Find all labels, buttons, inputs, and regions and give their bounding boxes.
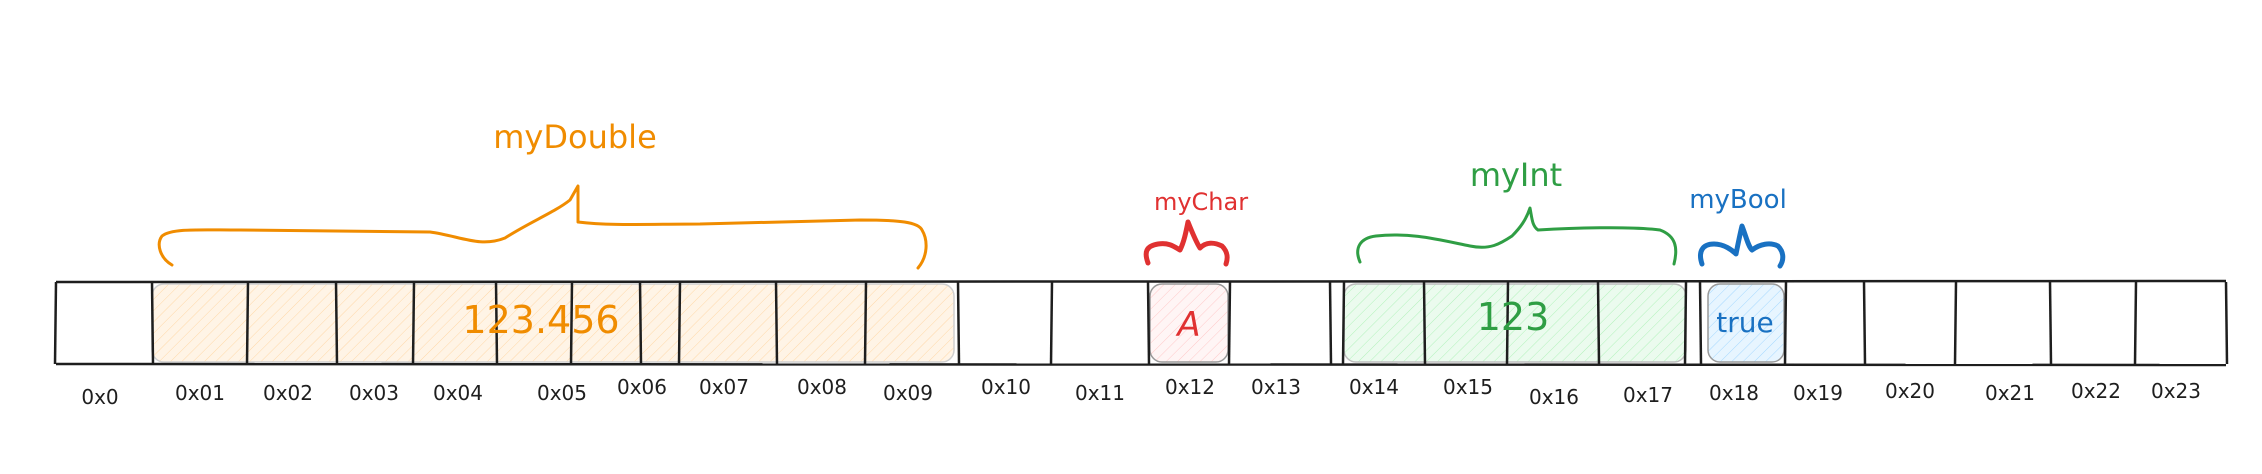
address-label-15: 0x15	[1442, 375, 1494, 399]
myint-name: myInt	[1469, 156, 1563, 194]
address-label-16: 0x16	[1528, 385, 1580, 409]
mybool-brace	[1701, 226, 1783, 266]
address-label-23: 0x23	[2150, 379, 2202, 403]
cell-divider	[776, 282, 777, 364]
address-label-1: 0x01	[174, 381, 226, 405]
address-label-22: 0x22	[2070, 379, 2122, 403]
myint-value: 123	[1476, 295, 1550, 339]
address-label-19: 0x19	[1792, 381, 1844, 405]
address-label-5: 0x05	[536, 381, 588, 405]
mydouble-value: 123.456	[462, 298, 620, 342]
mychar-name: myChar	[1153, 188, 1249, 216]
address-label-3: 0x03	[348, 381, 400, 405]
address-label-8: 0x08	[796, 375, 848, 399]
mydouble-brace	[159, 186, 926, 268]
mychar-brace	[1146, 222, 1227, 264]
cell-divider	[247, 282, 248, 364]
cell-divider	[2050, 282, 2051, 364]
address-label-20: 0x20	[1884, 379, 1936, 403]
cell-divider	[1955, 282, 1956, 364]
myint-brace	[1358, 208, 1676, 264]
cell-divider	[152, 282, 153, 364]
cell-divider	[1700, 282, 1701, 364]
address-label-12: 0x12	[1164, 375, 1216, 399]
mychar-value: A	[1177, 305, 1201, 345]
address-label-6: 0x06	[616, 375, 668, 399]
cell-divider	[1424, 282, 1425, 364]
cell-divider	[2226, 282, 2227, 364]
address-label-7: 0x07	[698, 375, 750, 399]
address-label-21: 0x21	[1984, 381, 2036, 405]
address-label-17: 0x17	[1622, 383, 1674, 407]
cell-divider	[958, 282, 959, 364]
cell-divider	[865, 282, 866, 364]
mybool-name: myBool	[1689, 185, 1787, 215]
cell-divider	[1148, 282, 1149, 364]
mybool-value: true	[1716, 306, 1774, 339]
cell-divider	[55, 282, 56, 364]
mydouble-name: myDouble	[493, 118, 657, 156]
cell-divider	[1598, 282, 1599, 364]
address-label-14: 0x14	[1348, 375, 1400, 399]
address-label-9: 0x09	[882, 381, 934, 405]
cell-divider	[413, 282, 414, 364]
address-label-0: 0x0	[81, 385, 119, 409]
cell-divider	[336, 282, 337, 364]
cell-divider	[1343, 282, 1344, 364]
cell-divider	[679, 282, 680, 364]
cell-divider	[640, 282, 641, 364]
address-label-18: 0x18	[1708, 381, 1760, 405]
address-label-10: 0x10	[980, 375, 1032, 399]
cell-divider	[2135, 282, 2136, 364]
cell-divider	[1864, 282, 1865, 364]
cell-divider	[1685, 282, 1686, 364]
cell-divider	[1051, 282, 1052, 364]
address-labels	[81, 375, 2201, 409]
cell-divider	[1785, 282, 1786, 364]
address-label-11: 0x11	[1074, 381, 1126, 405]
address-label-2: 0x02	[262, 381, 314, 405]
cell-divider	[1229, 282, 1230, 364]
address-label-13: 0x13	[1250, 375, 1302, 399]
cell-divider	[1330, 282, 1331, 364]
address-label-4: 0x04	[432, 381, 484, 405]
